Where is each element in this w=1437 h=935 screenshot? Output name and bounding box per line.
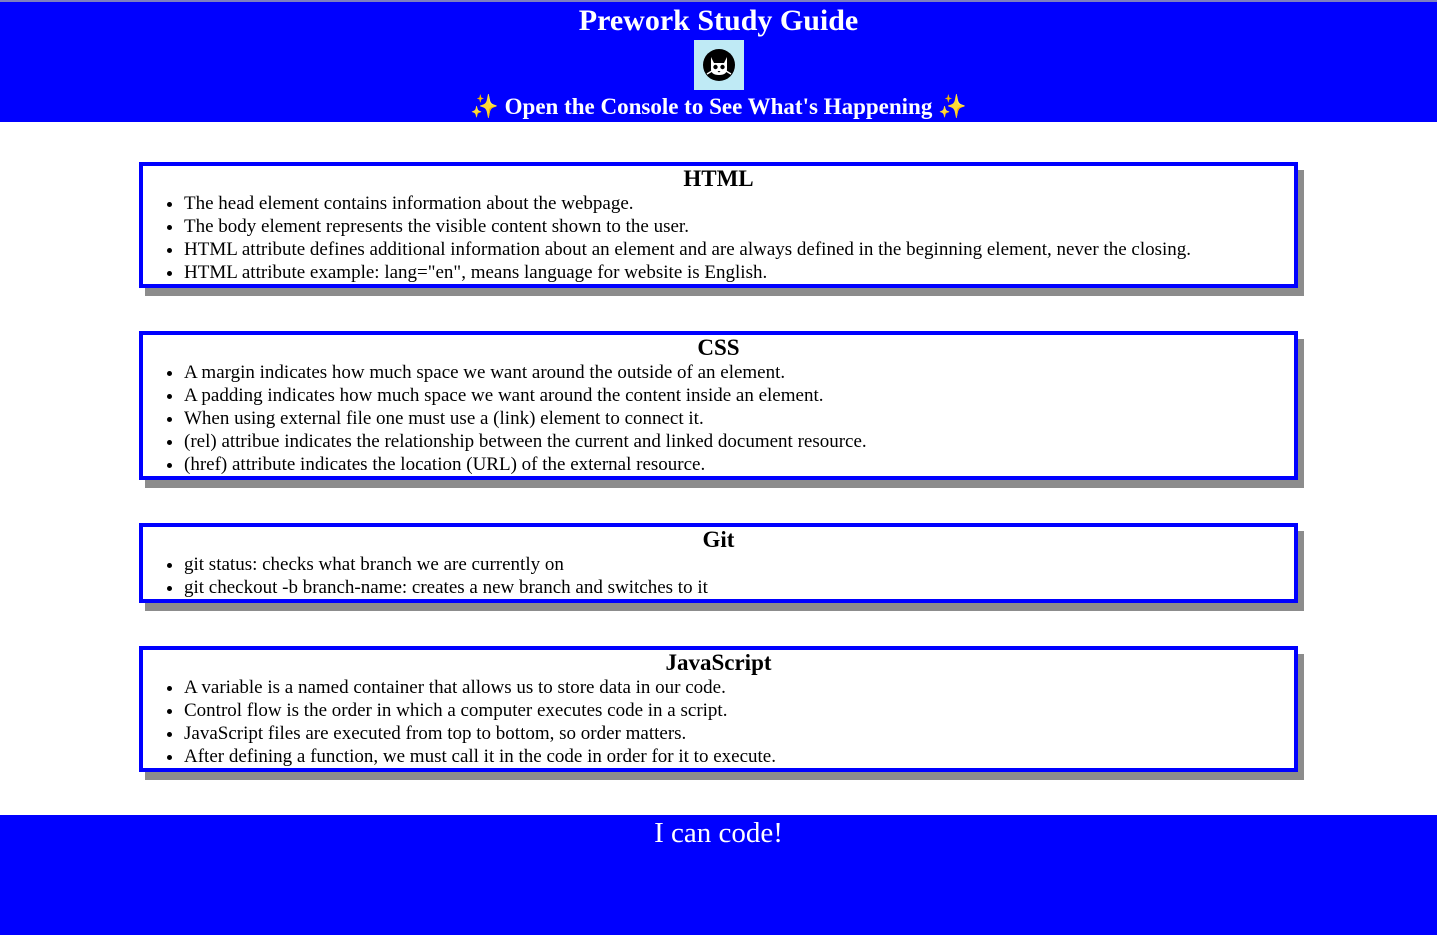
list-item: • A variable is a named container that allows us to store data in our code. [184, 676, 1294, 699]
list-item: • The head element contains information about the webpage. [184, 192, 1294, 215]
list-item: • git checkout -b branch-name: creates a new branch and switches to it [184, 576, 1294, 599]
html-section [139, 162, 1298, 288]
page-header [0, 2, 1437, 122]
logo [694, 40, 744, 90]
section-title: Git [702, 527, 735, 552]
section-list [143, 192, 1294, 284]
sparkle-icon: ✨ [938, 94, 967, 120]
console-subtitle [0, 92, 1437, 122]
section-list [143, 361, 1294, 476]
list-item: • (rel) attribue indicates the relationship between the current and linked document resource. [184, 430, 1294, 453]
section-list [143, 676, 1294, 768]
list-item: • After defining a function, we must call it in the code in order for it to execute. [184, 745, 1294, 768]
section-title: HTML [683, 166, 754, 191]
list-item: • When using external file one must use a (link) element to connect it. [184, 407, 1294, 430]
section-list [143, 553, 1294, 599]
sparkle-icon: ✨ [470, 94, 499, 120]
list-item: • A padding indicates how much space we want around the content inside an element. [184, 384, 1294, 407]
list-item: • A margin indicates how much space we want around the outside of an element. [184, 361, 1294, 384]
list-item: • HTML attribute example: lang="en", means language for website is English. [184, 261, 1294, 284]
list-item: • (href) attribute indicates the location (URL) of the external resource. [184, 453, 1294, 476]
section-title: JavaScript [665, 650, 772, 675]
list-item: • HTML attribute defines additional information about an element and are always defined in the beginning element, never the closing. [184, 238, 1294, 261]
footer-text: I can code! [654, 817, 783, 849]
list-item: • Control flow is the order in which a computer executes code in a script. [184, 699, 1294, 722]
list-item: • git status: checks what branch we are currently on [184, 553, 1294, 576]
git-section [139, 523, 1298, 603]
page-title: Prework Study Guide [578, 4, 859, 37]
list-item: • JavaScript files are executed from top to bottom, so order matters. [184, 722, 1294, 745]
list-item: • The body element represents the visible content shown to the user. [184, 215, 1294, 238]
css-section [139, 331, 1298, 480]
section-title: CSS [697, 335, 740, 360]
page-footer [0, 815, 1437, 935]
javascript-section [139, 646, 1298, 772]
cat-skull-icon [702, 48, 736, 82]
subtitle-text: Open the Console to See What's Happening [504, 94, 933, 119]
